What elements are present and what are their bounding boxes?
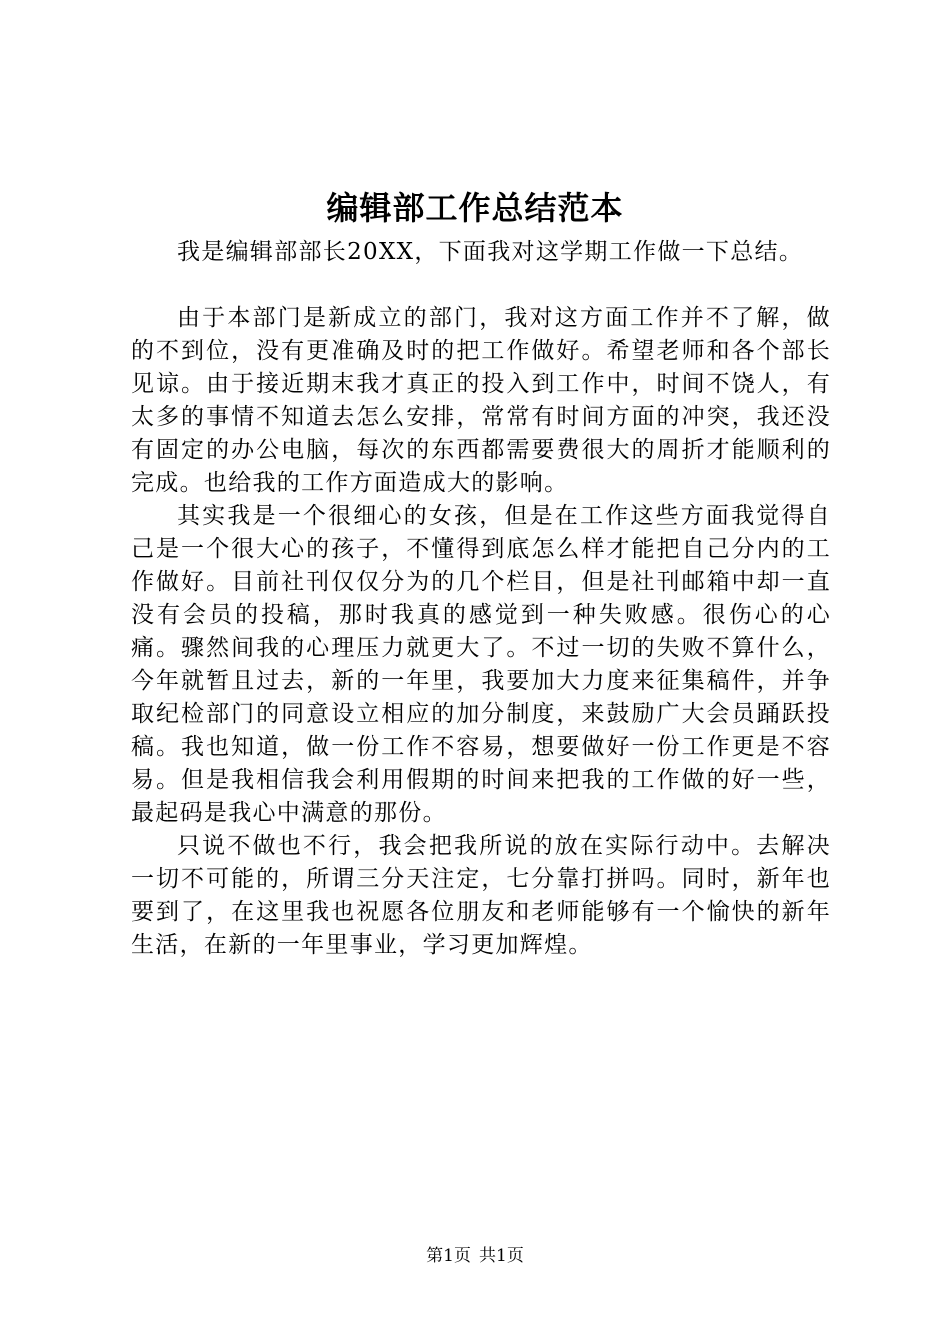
document-body	[131, 236, 831, 962]
body-paragraph-1: 由于本部门是新成立的部门，我对这方面工作并不了解，做的不到位，没有更准确及时的把工作做好。希望老师和各个部长见谅。由于接近期末我才真正的投入到工作中，时间不饶人，有太多的事情不知道去怎么安排，常常有时间方面的冲突，我还没有固定的办公电脑，每次的东西都需要费很大的周折才能顺利的完成。也给我的工作方面造成大的影响。	[131, 305, 831, 496]
intro-paragraph: 我是编辑部部长20XX，下面我对这学期工作做一下总结。	[177, 239, 804, 265]
page-total: 共1页	[479, 1246, 524, 1266]
body-paragraph-3: 只说不做也不行，我会把我所说的放在实际行动中。去解决一切不可能的，所谓三分天注定，七分靠打拼吗。同时，新年也要到了，在这里我也祝愿各位朋友和老师能够有一个愉快的新年生活，在新的一年里事业，学习更加辉煌。	[131, 833, 831, 958]
page-footer	[0, 1244, 950, 1268]
document-title: 编辑部工作总结范本	[326, 189, 624, 227]
body-paragraph-2: 其实我是一个很细心的女孩，但是在工作这些方面我觉得自己是一个很大心的孩子，不懂得到底怎么样才能把自己分内的工作做好。目前社刊仅仅分为的几个栏目，但是社刊邮箱中却一直没有会员的投稿，那时我真的感觉到一种失败感。很伤心的心痛。骤然间我的心理压力就更大了。不过一切的失败不算什么，今年就暂且过去，新的一年里，我要加大力度来征集稿件，并争取纪检部门的同意设立相应的加分制度，来鼓励广大会员踊跃投稿。我也知道，做一份工作不容易，想要做好一份工作更是不容易。但是我相信我会利用假期的时间来把我的工作做的好一些，最起码是我心中满意的那份。	[131, 503, 831, 826]
page-number: 第1页	[426, 1246, 471, 1266]
